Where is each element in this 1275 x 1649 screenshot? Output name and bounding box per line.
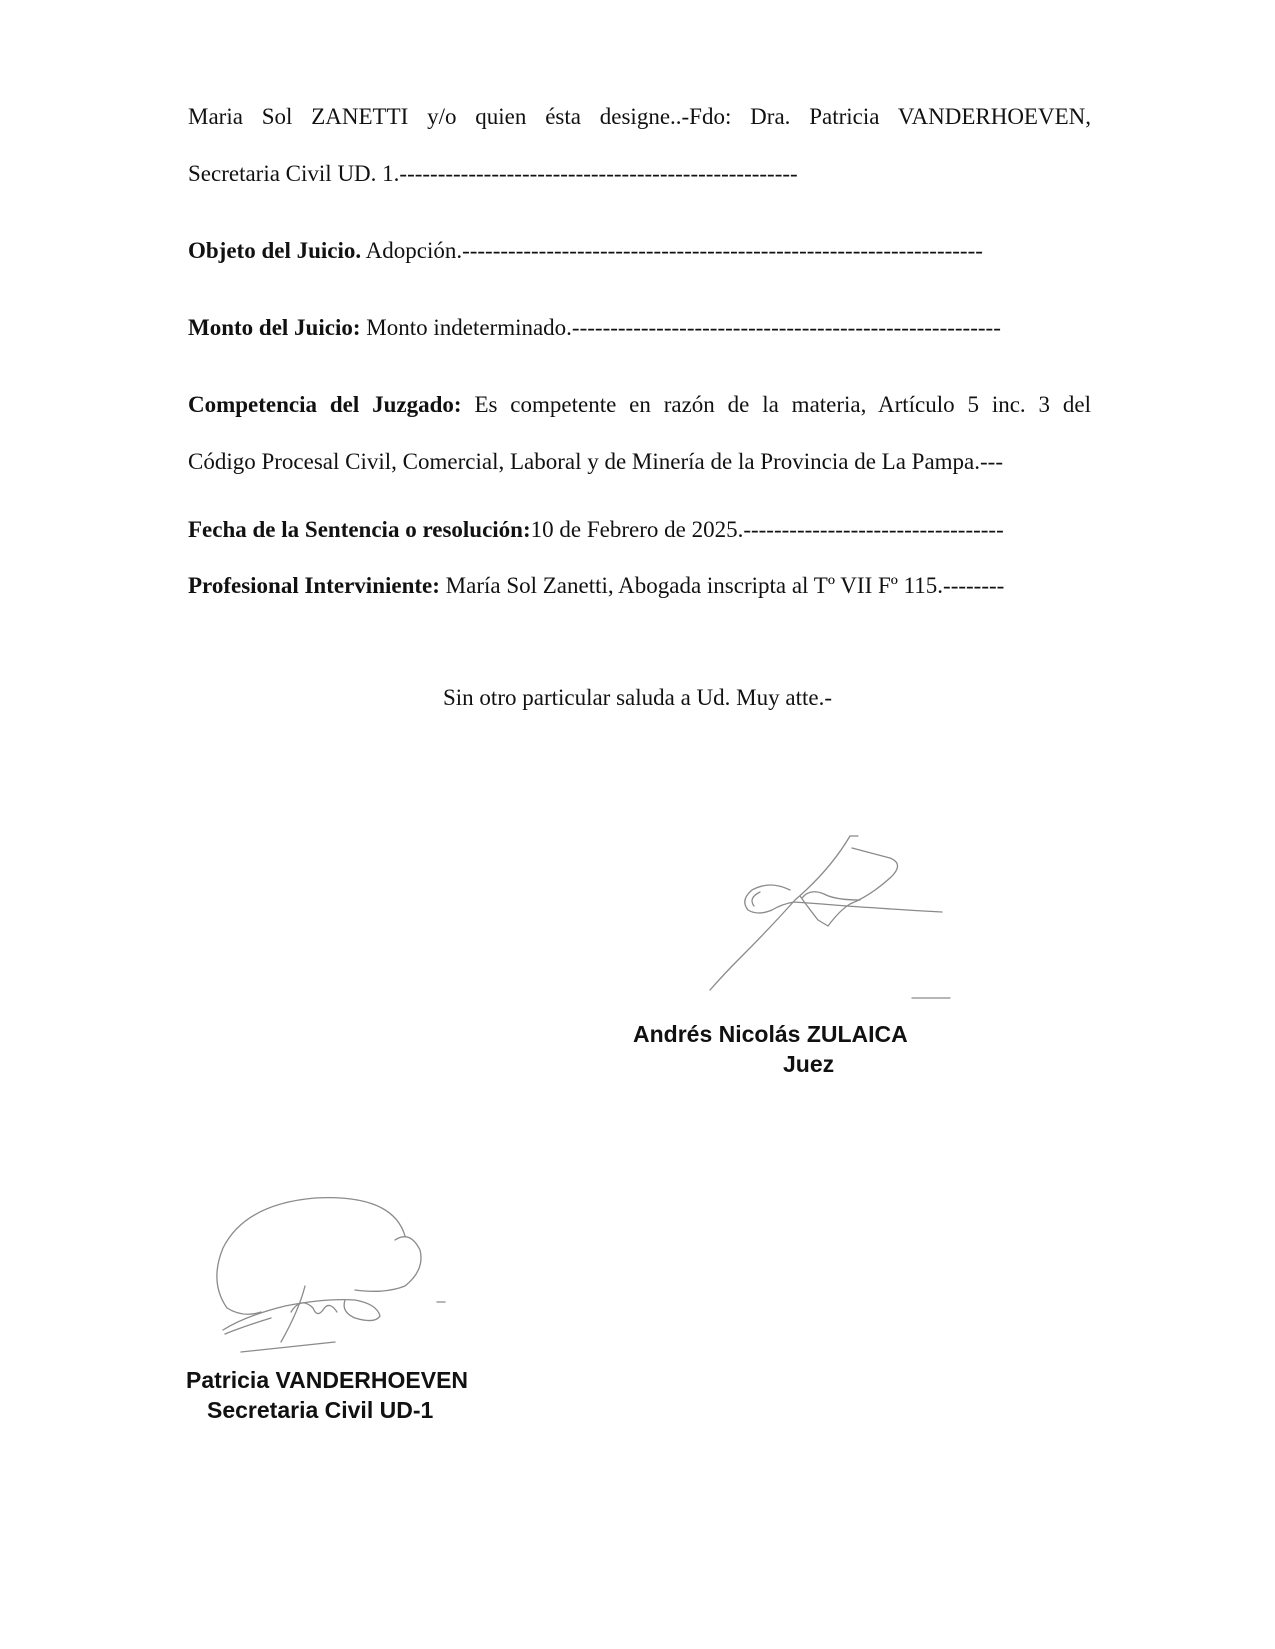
paragraph-line: Maria Sol ZANETTI y/o quien ésta designe..-Fdo: Dra. Patricia VANDERHOEVEN,: [188, 104, 1091, 129]
competencia-del-juzgado: [188, 390, 1091, 420]
secretary-title: Secretaria Civil UD-1: [207, 1397, 434, 1423]
paragraph-line: Secretaria Civil UD. 1.----------------------------------------------------: [188, 161, 798, 186]
fecha-de-la-sentencia: [188, 515, 1004, 545]
monto-del-juicio: [188, 313, 1001, 343]
secretary-name: Patricia VANDERHOEVEN: [186, 1367, 469, 1393]
closing-salutation: Sin otro particular saluda a Ud. Muy atte.-: [443, 685, 832, 710]
secretary-signature-image: [205, 1190, 465, 1360]
field-value: María Sol Zanetti, Abogada inscripta al Tº VII Fº 115.--------: [439, 573, 1005, 598]
field-value: Adopción.--------------------------------------------------------------------: [361, 238, 983, 263]
objeto-del-juicio: [188, 236, 983, 266]
field-label: Profesional Interviniente:: [188, 573, 440, 598]
profesional-interviniente: [188, 571, 1004, 601]
field-label: Competencia del Juzgado:: [188, 392, 462, 417]
field-label: Monto del Juicio:: [188, 315, 361, 340]
judge-name: Andrés Nicolás ZULAICA: [633, 1021, 908, 1047]
field-value: Es competente en razón de la materia, Artículo 5 inc. 3 del: [461, 392, 1091, 417]
field-value: 10 de Febrero de 2025.----------------------------------: [530, 517, 1004, 542]
field-label: Fecha de la Sentencia o resolución:: [188, 517, 531, 542]
field-label: Objeto del Juicio.: [188, 238, 362, 263]
judge-title: Juez: [783, 1051, 835, 1077]
paragraph-line: Código Procesal Civil, Comercial, Laboral y de Minería de la Provincia de La Pampa.---: [188, 449, 1003, 474]
field-value: Monto indeterminado.--------------------------------------------------------: [360, 315, 1001, 340]
judge-signature-image: [700, 830, 960, 1000]
